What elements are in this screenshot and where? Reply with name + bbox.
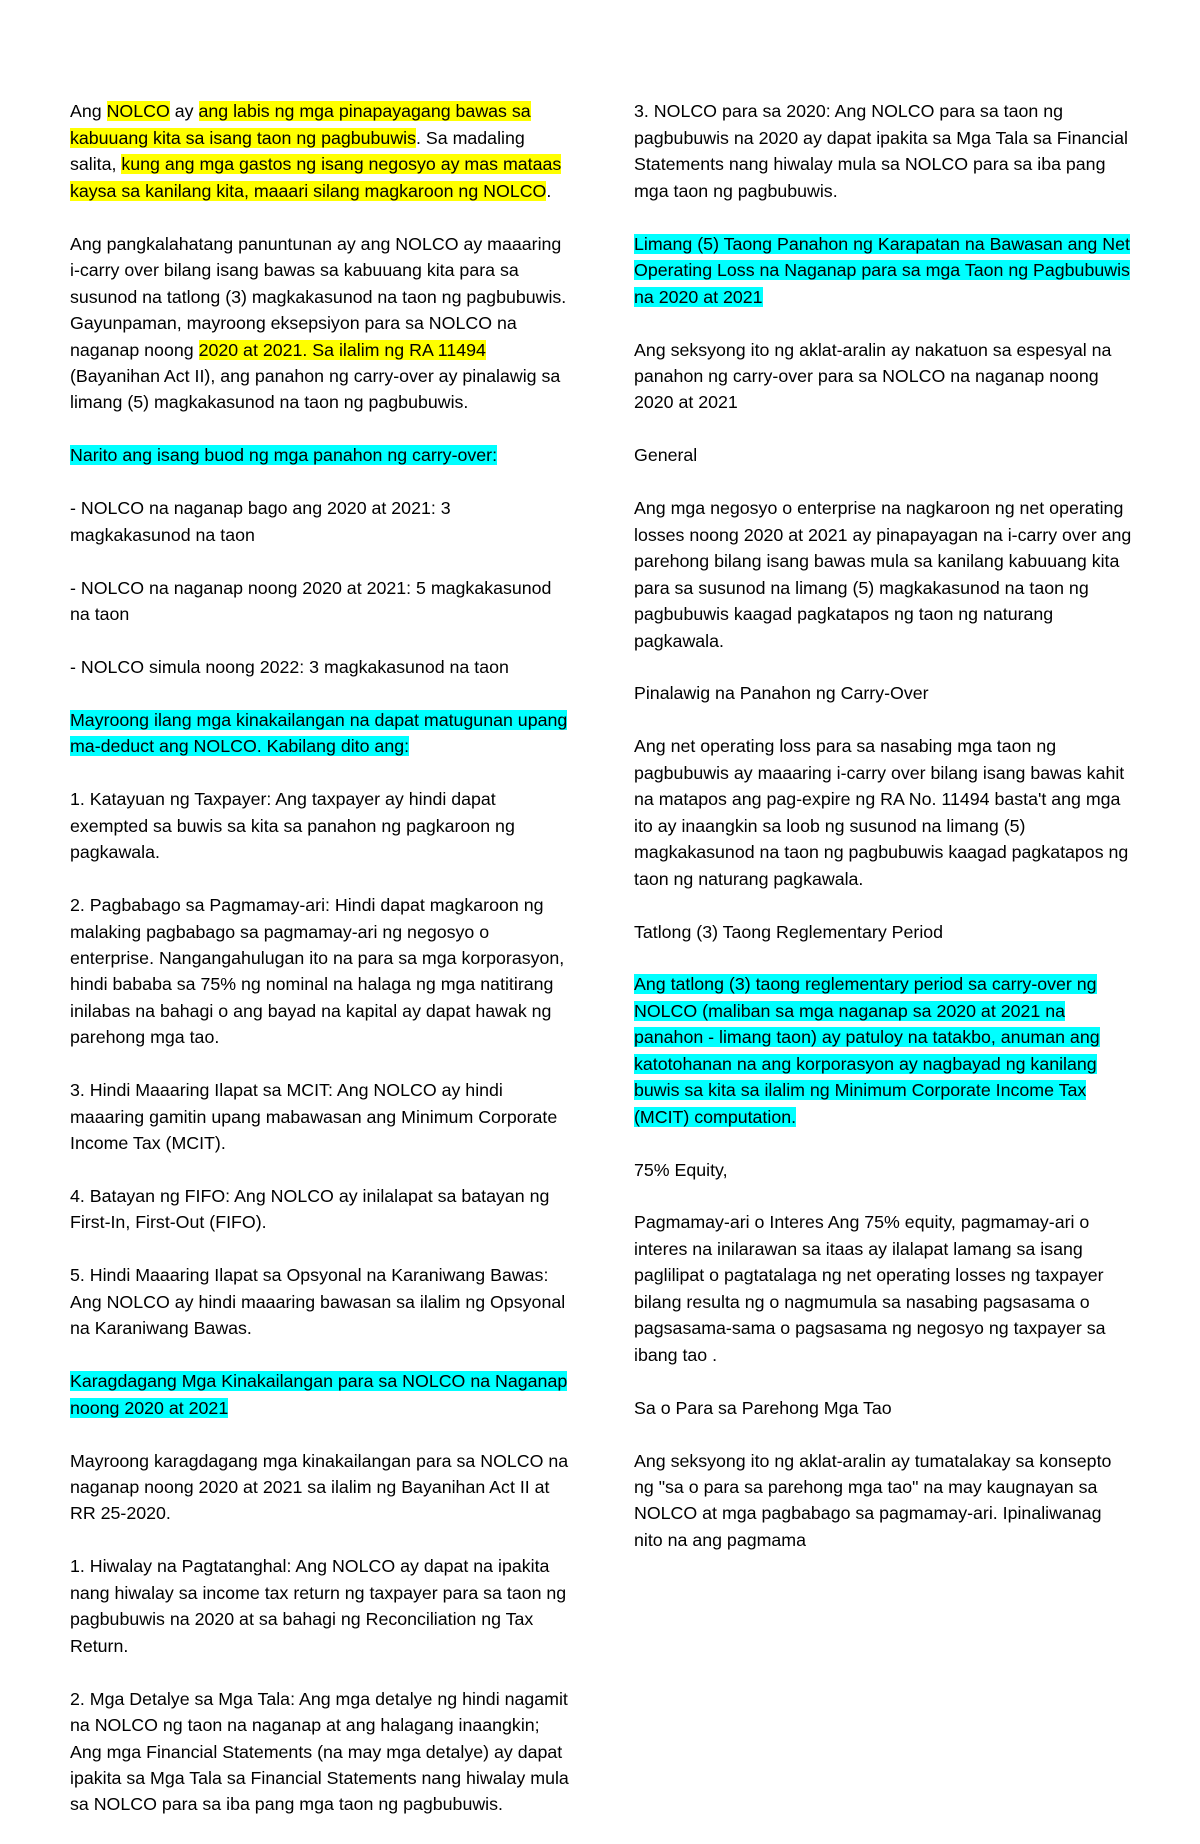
summary-item: - NOLCO simula noong 2022: 3 magkakasunod na taon: [70, 656, 509, 677]
text-run: .: [546, 180, 552, 201]
highlight-ra-11494: 2020 at 2021. Sa ilalim ng RA 11494: [198, 339, 486, 360]
equity-label: 75% Equity,: [634, 1159, 728, 1180]
same-persons-label: Sa o Para sa Parehong Mga Tao: [634, 1397, 892, 1418]
requirements-heading: Mayroong ilang mga kinakailangan na dapat matugunan upang ma-deduct ang NOLCO. Kabilang dito ang:: [70, 709, 568, 757]
equity-text: Pagmamay-ari o Interes Ang 75% equity, pagmamay-ari o interes na inilarawan sa itaas ay ilalapat lamang sa isang paglilipat o pagtatalaga ng net operating losses ng taxpayer bilang resulta ng o nagmumula sa nasabing pagsasama o pagsasama-sama o pagsasama ng negosyo ng taxpayer sa ibang tao .: [634, 1212, 1106, 1365]
additional-heading: Karagdagang Mga Kinakailangan para sa NOLCO na Naganap noong 2020 at 2021: [70, 1371, 568, 1418]
additional-item: 1. Hiwalay na Pagtatanghal: Ang NOLCO ay dapat na ipakita nang hiwalay sa income tax return ng taxpayer para sa taon ng pagbubuwis na 2020 at sa bahagi ng Reconciliation ng Tax Return.: [70, 1556, 567, 1656]
requirement-item: 2. Pagbabago sa Pagmamay-ari: Hindi dapat magkaroon ng malaking pagbabago sa pagmamay-ari ng negosyo o enterprise. Nangangahulugan ito na para sa mga korporasyon, hindi bababa sa 75% ng nominal na halaga ng mga natitirang inilabas na bahagi o ang bayad na kapital ay dapat hawak ng parehong mga tao.: [70, 895, 565, 1048]
text-run: Ang pangkalahatang panuntunan ay ang NOLCO ay maaaring i-carry over bilang isang bawas sa kabuuang kita para sa susunod na tatlong (3) magkakasunod na taon ng pagbubuwis. Gayunpaman, mayroong eksepsiyon para sa NOLCO na naganap noong: [70, 233, 567, 360]
highlight-explanation: kung ang mga gastos ng isang negosyo ay mas mataas kaysa sa kanilang kita, maaari silang magkaroon ng NOLCO: [70, 154, 562, 201]
highlight-definition: ang labis ng mga pinapayagang bawas sa kabuuang kita sa isang taon ng pagbubuwis: [70, 101, 531, 148]
additional-item: 3. NOLCO para sa 2020: Ang NOLCO para sa taon ng pagbubuwis na 2020 ay dapat ipakita sa Mga Tala sa Financial Statements nang hiwalay mula sa NOLCO para sa iba pang mga taon ng pagbubuwis.: [634, 101, 1128, 201]
general-label: General: [634, 445, 698, 466]
text-run: . Sa madaling salita,: [70, 127, 525, 175]
requirement-item: 3. Hindi Maaaring Ilapat sa MCIT: Ang NOLCO ay hindi maaaring gamitin upang mabawasan ang Minimum Corporate Income Tax (MCIT).: [70, 1080, 558, 1154]
summary-heading: Narito ang isang buod ng mga panahon ng carry-over:: [70, 445, 498, 466]
right-column: [634, 72, 1134, 1580]
five-year-heading: Limang (5) Taong Panahon ng Karapatan na Bawasan ang Net Operating Loss na Naganap para sa mga Taon ng Pagbubuwis na 2020 at 2021: [634, 233, 1130, 307]
requirement-item: 5. Hindi Maaaring Ilapat sa Opsyonal na Karaniwang Bawas: Ang NOLCO ay hindi maaaring bawasan sa ilalim ng Opsyonal na Karaniwang Bawas.: [70, 1265, 566, 1339]
text-run: (Bayanihan Act II), ang panahon ng carry-over ay pinalawig sa limang (5) magkakasunod na taon ng pagbubuwis.: [70, 365, 561, 413]
additional-item: 2. Mga Detalye sa Mga Tala: Ang mga detalye ng hindi nagamit na NOLCO ng taon na naganap at ang halagang inaangkin; Ang mga Financial Statements (na may mga detalye) ay dapat ipakita sa Mga Tala sa Financial Statements nang hiwalay mula sa NOLCO para sa iba pang mga taon ng pagbubuwis.: [70, 1688, 569, 1815]
extended-label: Pinalawig na Panahon ng Carry-Over: [634, 683, 929, 704]
same-persons-text: Ang seksyong ito ng aklat-aralin ay tumatalakay sa konsepto ng "sa o para sa parehong mga tao" na may kaugnayan sa NOLCO at mga pagbabago sa pagmamay-ari. Ipinaliwanag nito na ang pagmama: [634, 1450, 1112, 1550]
general-text: Ang mga negosyo o enterprise na nagkaroon ng net operating losses noong 2020 at 2021 ay pinapayagan na i-carry over ang parehong bilang isang bawas mula sa kanilang kabuuang kita para sa susunod na limang (5) magkakasunod na taon ng pagbubuwis kaagad pagkatapos ng taon ng naturang pagkawala.: [634, 498, 1132, 651]
intro-paragraph: [70, 98, 570, 204]
reglementary-text: Ang tatlong (3) taong reglementary period sa carry-over ng NOLCO (maliban sa mga naganap sa 2020 at 2021 na panahon - limang taon) ay patuloy na tatakbo, anuman ang katotohanan na ang korporasyon ay nagbayad ng kanilang buwis sa kita sa ilalim ng Minimum Corporate Income Tax (MCIT) computation.: [634, 974, 1100, 1127]
reglementary-label: Tatlong (3) Taong Reglementary Period: [634, 921, 944, 942]
summary-item: - NOLCO na naganap bago ang 2020 at 2021: 3 magkakasunod na taon: [70, 498, 451, 545]
general-rule-paragraph: [70, 231, 570, 416]
left-column: [70, 72, 570, 1844]
text-run: Ang: [70, 101, 107, 122]
requirement-item: 1. Katayuan ng Taxpayer: Ang taxpayer ay hindi dapat exempted sa buwis sa kita sa panahon ng pagkaroon ng pagkawala.: [70, 789, 515, 863]
five-year-text: Ang seksyong ito ng aklat-aralin ay nakatuon sa espesyal na panahon ng carry-over para sa NOLCO na naganap noong 2020 at 2021: [634, 339, 1112, 413]
requirement-item: 4. Batayan ng FIFO: Ang NOLCO ay inilalapat sa batayan ng First-In, First-Out (FIFO).: [70, 1186, 550, 1233]
highlight-nolco: NOLCO: [106, 101, 170, 122]
text-run: ay: [169, 101, 199, 122]
extended-text: Ang net operating loss para sa nasabing mga taon ng pagbubuwis ay maaaring i-carry over bilang isang bawas kahit na matapos ang pag-expire ng RA No. 11494 basta't ang mga ito ay inaangkin sa loob ng susunod na limang (5) magkakasunod na taon ng pagbubuwis kaagad pagkatapos ng taon ng naturang pagkawala.: [634, 736, 1129, 889]
summary-item: - NOLCO na naganap noong 2020 at 2021: 5 magkakasunod na taon: [70, 577, 552, 625]
additional-intro: Mayroong karagdagang mga kinakailangan para sa NOLCO na naganap noong 2020 at 2021 sa ilalim ng Bayanihan Act II at RR 25-2020.: [70, 1450, 569, 1524]
